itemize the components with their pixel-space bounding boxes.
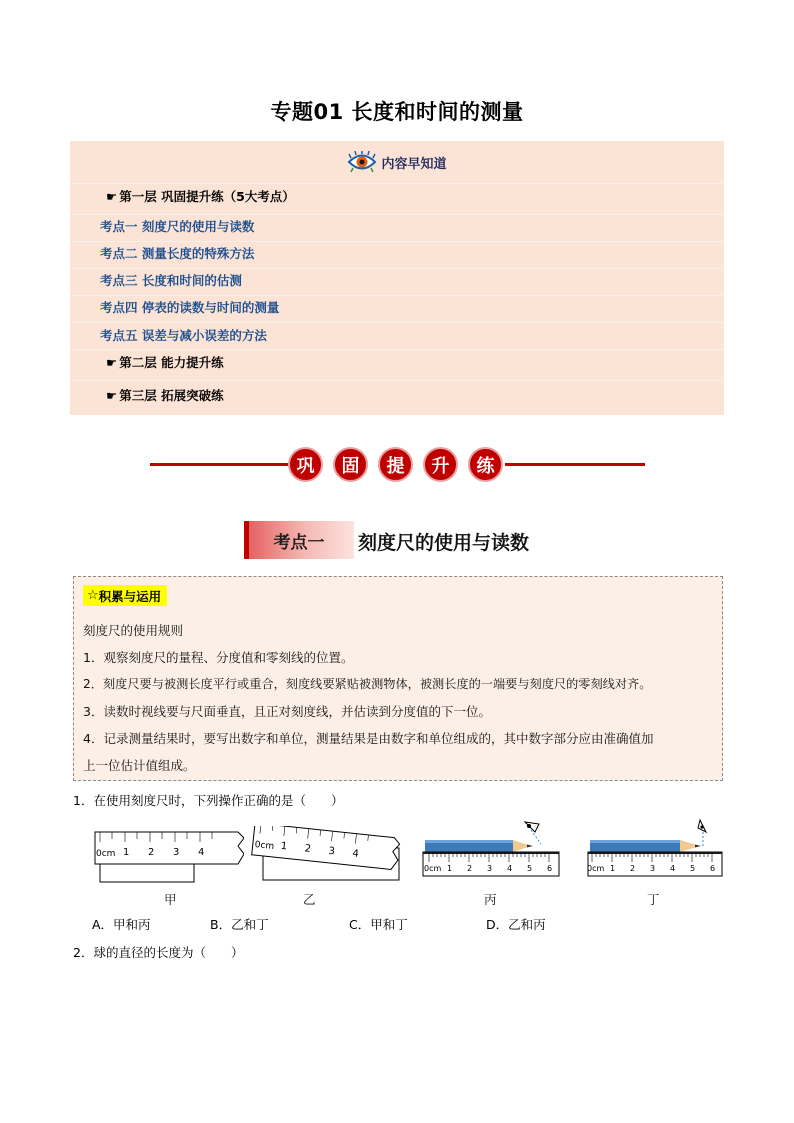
ruler-tick-label: 3 [327, 845, 336, 858]
note-line: 4．记录测量结果时，要写出数字和单位，测量结果是由数字和单位组成的，其中数字部分应由准确值加 [83, 731, 654, 746]
ruler-tick-label: 0cm [424, 864, 442, 873]
ruler-tick-label: 0cm [254, 840, 275, 853]
toc-point-4[interactable]: 考点四 停表的读数与时间的测量 [100, 300, 280, 315]
ruler-tick-label: 0cm [587, 864, 605, 873]
banner-char: 固 [333, 447, 368, 482]
star-icon: ☆ [87, 588, 99, 603]
ruler-tick-label: 6 [547, 864, 553, 873]
option-a[interactable]: A．甲和丙 [92, 917, 151, 932]
ruler-tick-label: 4 [351, 848, 360, 860]
ruler-tick-label: 2 [148, 847, 155, 858]
figure-label-bing: 丙 [484, 892, 497, 907]
ruler-tick-label: 1 [610, 864, 616, 873]
note-line: 1．观察刻度尺的量程、分度值和零刻线的位置。 [83, 650, 354, 665]
ruler-tick-label: 1 [280, 840, 288, 853]
ruler-tick-label: 2 [467, 864, 473, 873]
ruler-tick-label: 4 [198, 847, 205, 858]
banner-char: 提 [378, 447, 413, 482]
ruler-tick-label: 4 [507, 864, 513, 873]
ruler-figure-yi [251, 826, 401, 886]
knowledge-box [73, 576, 723, 781]
ruler-tick-label: 6 [710, 864, 716, 873]
ruler-figure-jia [94, 830, 244, 886]
note-line: 上一位估计值组成。 [83, 758, 196, 773]
toc-panel [70, 141, 724, 415]
toc-layer1[interactable]: ☛ 第一层 巩固提升练（5大考点） [106, 189, 295, 204]
option-d[interactable]: D．乙和丙 [486, 917, 546, 932]
pointing-hand-icon: ☛ [106, 355, 118, 370]
toc-header-label: 内容早知道 [381, 156, 447, 172]
banner-char: 巩 [288, 447, 323, 482]
toc-layer3[interactable]: ☛ 第三层 拓展突破练 [106, 388, 224, 403]
ruler-tick-label: 1 [123, 847, 130, 858]
knowledge-tag: ☆ 积累与运用 [83, 585, 167, 606]
toc-layer2[interactable]: ☛ 第二层 能力提升练 [106, 355, 224, 370]
question-2: 2．球的直径的长度为（ ） [73, 945, 244, 960]
pointing-hand-icon: ☛ [106, 189, 118, 204]
ruler-tick-label: 4 [670, 864, 676, 873]
question-1: 1．在使用刻度尺时，下列操作正确的是（ ） [73, 793, 344, 808]
toc-header [70, 141, 724, 183]
ruler-tick-label: 3 [650, 864, 656, 873]
ruler-tick-label: 5 [527, 864, 533, 873]
toc-point-1[interactable]: 考点一 刻度尺的使用与读数 [100, 219, 255, 234]
figure-label-jia: 甲 [164, 892, 177, 907]
note-line: 2．刻度尺要与被测长度平行或重合，刻度线要紧贴被测物体，被测长度的一端要与刻度尺的零刻线对齐。 [83, 677, 652, 691]
banner-line-left [150, 463, 290, 466]
ruler-tick-label: 2 [630, 864, 636, 873]
toc-point-5[interactable]: 考点五 误差与减小误差的方法 [100, 328, 267, 343]
toc-point-2[interactable]: 考点二 测量长度的特殊方法 [100, 246, 255, 261]
ruler-tick-label: 5 [690, 864, 696, 873]
option-b[interactable]: B．乙和丁 [210, 917, 269, 932]
eye-icon [347, 151, 377, 173]
pointing-hand-icon: ☛ [106, 388, 118, 403]
ruler-figure-ding [584, 818, 724, 882]
figure-label-ding: 丁 [647, 892, 660, 907]
toc-point-3[interactable]: 考点三 长度和时间的估测 [100, 273, 242, 288]
banner-char: 练 [468, 447, 503, 482]
page-title: 专题01 长度和时间的测量 [270, 100, 524, 124]
ruler-tick-label: 1 [447, 864, 453, 873]
ruler-tick-label: 0cm [96, 849, 116, 859]
section-title: 刻度尺的使用与读数 [358, 532, 530, 554]
banner-char: 升 [423, 447, 458, 482]
ruler-figure-bing [421, 818, 561, 882]
section-tag-label: 考点一 [273, 532, 325, 553]
note-line: 刻度尺的使用规则 [83, 623, 184, 638]
note-line: 3．读数时视线要与尺面垂直，且正对刻度线，并估读到分度值的下一位。 [83, 704, 491, 719]
section-tag [244, 521, 354, 559]
figure-label-yi: 乙 [303, 892, 316, 907]
ruler-tick-label: 2 [304, 843, 312, 855]
banner-line-right [505, 463, 645, 466]
ruler-tick-label: 3 [487, 864, 493, 873]
ruler-tick-label: 3 [173, 847, 180, 858]
option-c[interactable]: C．甲和丁 [349, 917, 408, 932]
